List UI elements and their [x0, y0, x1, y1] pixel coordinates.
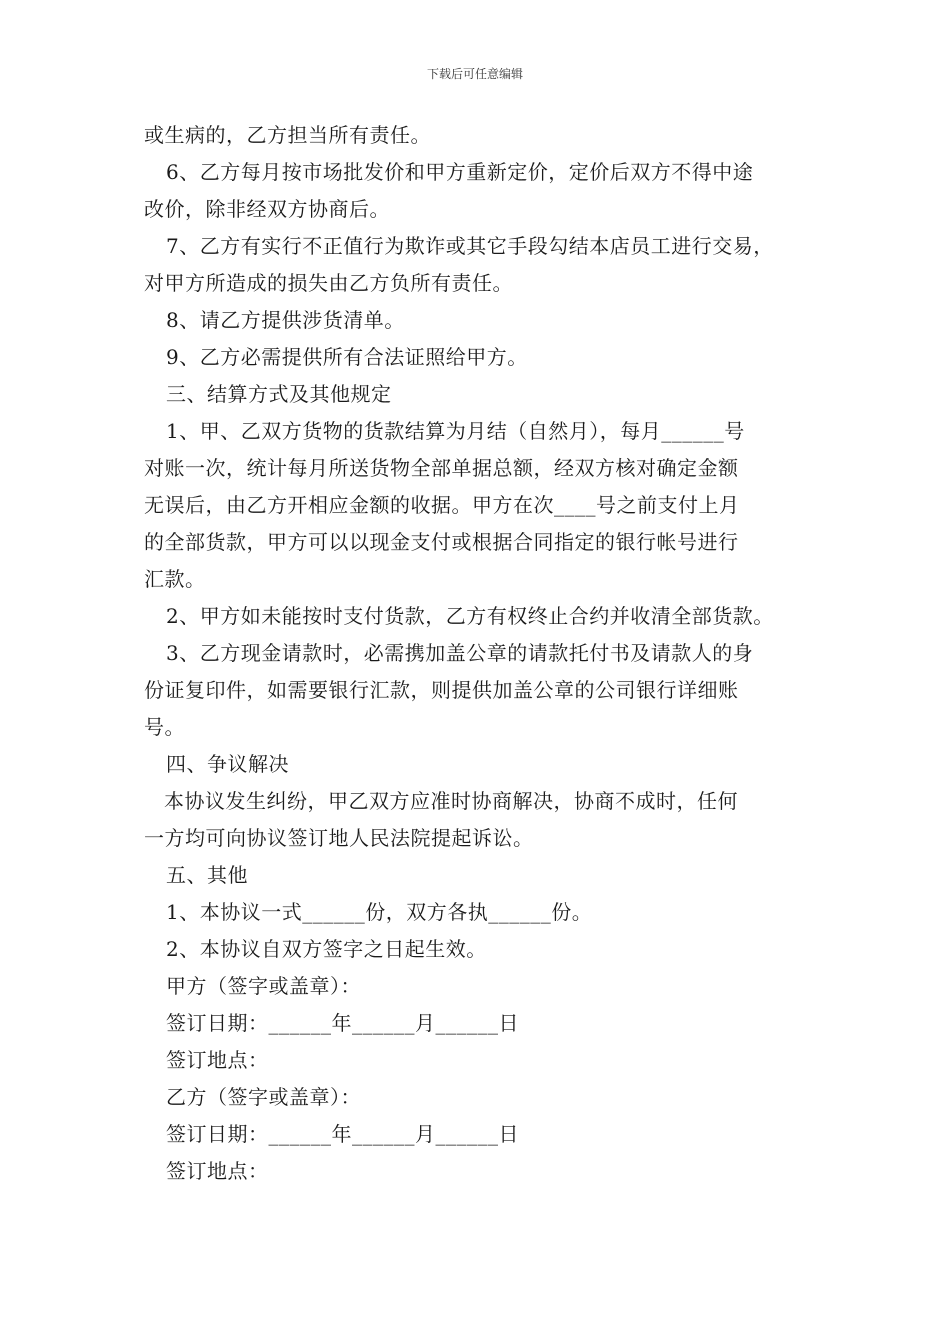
text-line: 改价，除非经双方协商后。 [144, 197, 390, 221]
page-header: 下载后可任意编辑 [426, 67, 523, 81]
text-line: 7、乙方有实行不正值行为欺诈或其它手段勾结本店员工进行交易， [166, 234, 774, 258]
text-line: 1、甲、乙双方货物的货款结算为月结（自然月），每月______号 [166, 419, 745, 443]
text-line: 或生病的，乙方担当所有责任。 [144, 123, 431, 147]
text-line: 6、乙方每月按市场批发价和甲方重新定价，定价后双方不得中途 [166, 160, 754, 184]
text-line: 2、本协议自双方签字之日起生效。 [166, 937, 487, 961]
text-line: 2、甲方如未能按时支付货款，乙方有权终止合约并收清全部货款。 [166, 604, 774, 628]
text-line: 汇款。 [144, 567, 206, 591]
text-line: 9、乙方必需提供所有合法证照给甲方。 [166, 345, 528, 369]
text-line: 对账一次，统计每月所送货物全部单据总额，经双方核对确定金额 [144, 456, 739, 480]
text-line: 五、其他 [166, 863, 248, 887]
document-body [144, 117, 834, 1190]
text-line: 签订日期：______年______月______日 [166, 1011, 519, 1035]
text-line: 1、本协议一式______份，双方各执______份。 [166, 900, 593, 924]
text-line: 份证复印件，如需要银行汇款，则提供加盖公章的公司银行详细账 [144, 678, 739, 702]
text-line: 无误后，由乙方开相应金额的收据。甲方在次____号之前支付上月 [144, 493, 740, 517]
text-line: 三、结算方式及其他规定 [166, 382, 392, 406]
text-line: 甲方（签字或盖章）： [166, 974, 361, 998]
text-line: 3、乙方现金请款时，必需携加盖公章的请款托付书及请款人的身 [166, 641, 754, 665]
text-line: 四、争议解决 [166, 752, 289, 776]
text-line: 号。 [144, 715, 185, 739]
text-line: 的全部货款，甲方可以以现金支付或根据合同指定的银行帐号进行 [144, 530, 739, 554]
text-line: 8、请乙方提供涉货清单。 [166, 308, 405, 332]
text-line: 一方均可向协议签订地人民法院提起诉讼。 [144, 826, 534, 850]
text-line: 签订地点： [166, 1159, 269, 1183]
text-line: 对甲方所造成的损失由乙方负所有责任。 [144, 271, 513, 295]
text-line: 签订日期：______年______月______日 [166, 1122, 519, 1146]
text-line: 签订地点： [166, 1048, 269, 1072]
text-line: 本协议发生纠纷，甲乙双方应准时协商解决，协商不成时，任何 [164, 789, 738, 813]
text-line: 乙方（签字或盖章）： [166, 1085, 361, 1109]
